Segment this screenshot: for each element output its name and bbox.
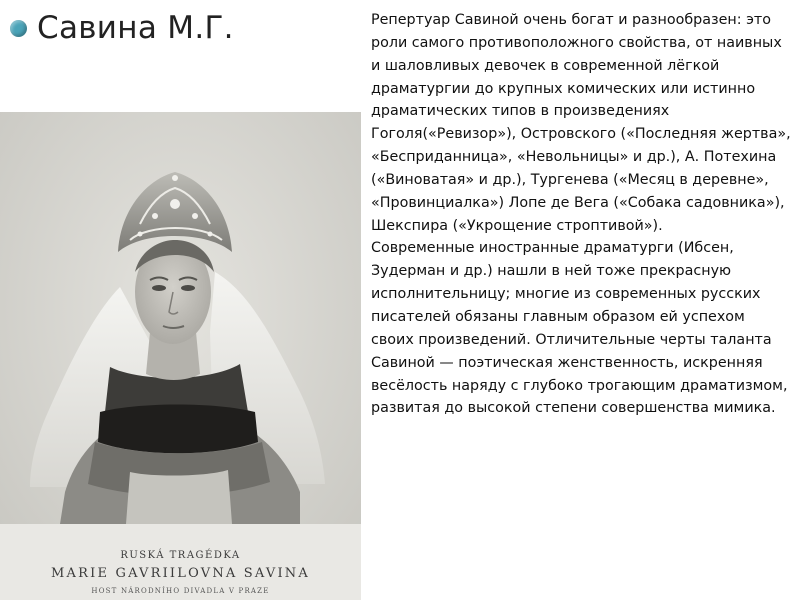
photo-caption-subtitle: RUSKÁ TRAGÉDKA <box>120 550 241 561</box>
bullet-icon <box>10 20 27 37</box>
portrait-illustration <box>0 112 361 600</box>
photo-caption-name: MARIE GAVRIILOVNA SAVINA <box>51 566 310 581</box>
photo-caption-note: HOST NÁRODNÍHO DIVADLA V PRAZE <box>91 587 270 595</box>
paragraph-repertoire: Репертуар Савиной очень богат и разнообразен: это роли самого противоположного свойства, от наивных и шаловливых девочек в современной лёгкой драматургии до крупных комических или истинно драматических типов в произведениях Гоголя(«Ревизор»), Островского («Последняя жертва», «Бесприданница», «Невольницы» и др.), А. Потехина («Виноватая» и др.), Тургенева («Месяц в деревне», «Провинциалка») Лопе де Вега («Собака садовника»), Шекспира («Укрощение строптивой»). <box>371 12 791 234</box>
slide-title: Савина М.Г. <box>37 10 234 46</box>
body-text <box>371 9 791 420</box>
title-row <box>10 8 234 48</box>
portrait-photo <box>0 112 361 600</box>
paragraph-talent: Современные иностранные драматурги (Ибсен, Зудерман и др.) нашли в ней тоже прекрасную исполнительницу; многие из современных русских писателей обязаны главным образом ей успехом своих произведений. Отличительные черты таланта Савиной — поэтическая женственность, искренняя весёлость наряду с глубоко трогающим драматизмом, развитая до высокой степени совершенства мимика. <box>371 240 788 417</box>
